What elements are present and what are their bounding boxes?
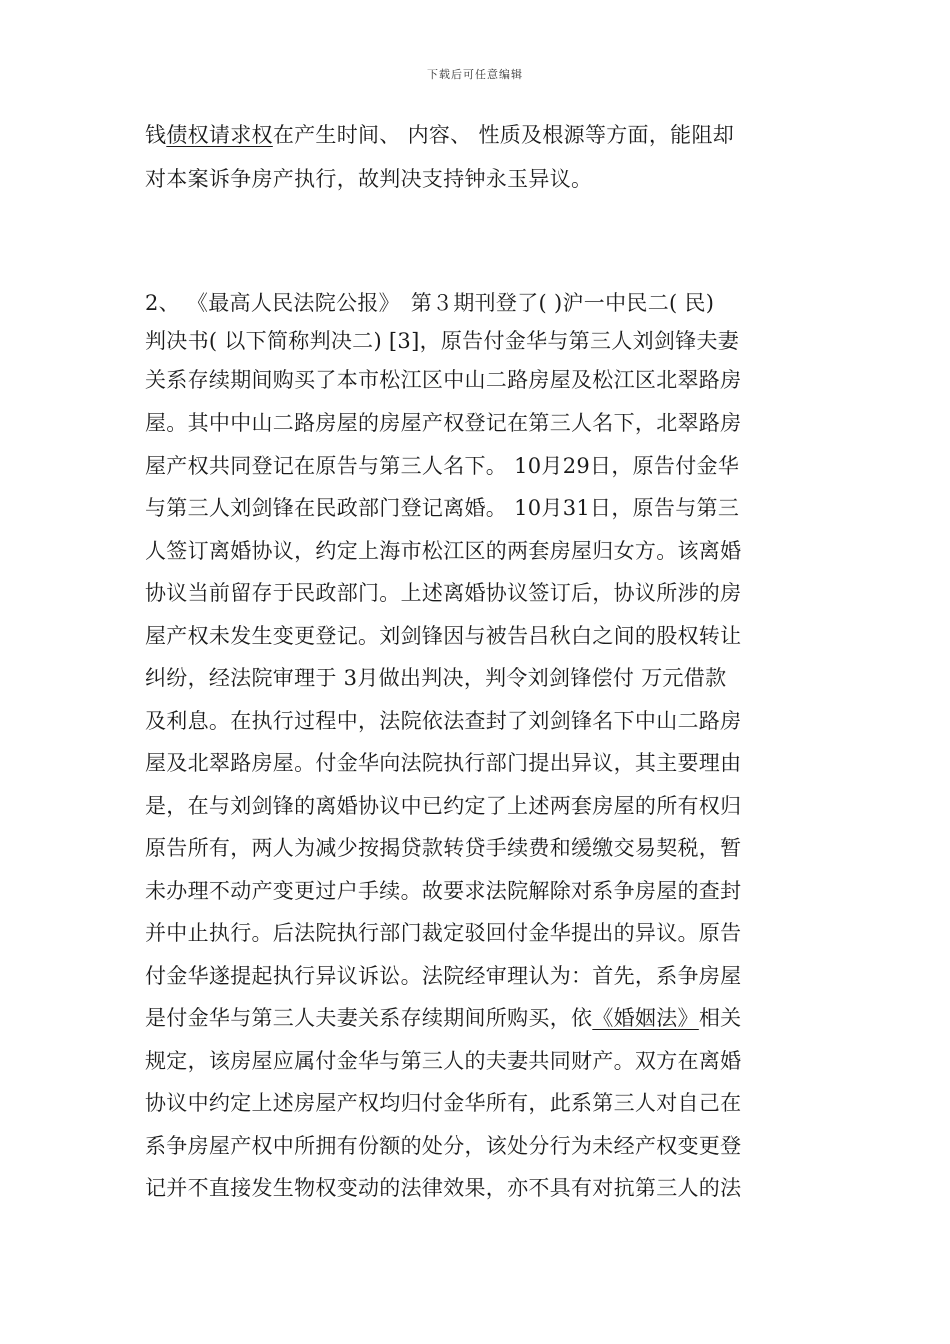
paragraph-line: 记并不直接发生物权变动的法律效果，亦不具有对抗第三人的法 xyxy=(145,1176,742,1200)
paragraph-line: 屋产权共同登记在原告与第三人名下。 10月29日，原告付金华 xyxy=(145,454,740,478)
paragraph-line: 屋。其中中山二路房屋的房屋产权登记在第三人名下，北翠路房 xyxy=(145,411,742,435)
paragraph-line: 与第三人刘剑锋在民政部门登记离婚。 10月31日，原告与第三 xyxy=(145,496,740,520)
paragraph-line: 纠纷，经法院审理于 3月做出判决，判令刘剑锋偿付 万元借款 xyxy=(145,666,727,690)
paragraph-line: 2、 《最高人民法院公报》 第３期刊登了( )沪一中民二( 民) xyxy=(145,291,715,315)
paragraph-line: 规定，该房屋应属付金华与第三人的夫妻共同财产。双方在离婚 xyxy=(145,1049,742,1073)
paragraph-line: 关系存续期间购买了本市松江区中山二路房屋及松江区北翠路房 xyxy=(145,368,742,392)
paragraph-line: 对本案诉争房产执行，故判决支持钟永玉异议。 xyxy=(145,167,593,191)
paragraph-line: 人签订离婚协议，约定上海市松江区的两套房屋归女方。该离婚 xyxy=(145,539,742,563)
line-text: 钱 xyxy=(145,123,167,147)
legal-term-link[interactable]: 债权请求权 xyxy=(166,123,273,147)
paragraph-line: 并中止执行。后法院执行部门裁定驳回付金华提出的异议。原告 xyxy=(145,921,742,945)
paragraph-line: 判决书( 以下简称判决二) [3]，原告付金华与第三人刘剑锋夫妻 xyxy=(145,329,740,353)
paragraph-line: 屋及北翠路房屋。付金华向法院执行部门提出异议，其主要理由 xyxy=(145,751,742,775)
line-text: 是付金华与第三人夫妻关系存续期间所购买，依 xyxy=(145,1006,593,1030)
paragraph-line: 未办理不动产变更过户手续。故要求法院解除对系争房屋的查封 xyxy=(145,879,742,903)
paragraph-line: 是，在与刘剑锋的离婚协议中已约定了上述两套房屋的所有权归 xyxy=(145,794,742,818)
paragraph-line: 原告所有，两人为减少按揭贷款转贷手续费和缓缴交易契税，暂 xyxy=(145,836,742,860)
paragraph-line: 系争房屋产权中所拥有份额的处分，该处分行为未经产权变更登 xyxy=(145,1134,742,1158)
paragraph-line: 付金华遂提起执行异议诉讼。法院经审理认为：首先，系争房屋 xyxy=(145,964,742,988)
line-text: 在产生时间、 内容、 性质及根源等方面，能阻却 xyxy=(272,123,735,147)
law-reference-link[interactable]: 《婚姻法》 xyxy=(592,1006,699,1030)
paragraph-line: 协议中约定上述房屋产权均归付金华所有，此系第三人对自己在 xyxy=(145,1091,742,1115)
paragraph-line: 及利息。在执行过程中，法院依法查封了刘剑锋名下中山二路房 xyxy=(145,709,742,733)
paragraph-line xyxy=(145,1004,815,1032)
paragraph-line xyxy=(145,121,815,149)
paragraph-line: 屋产权未发生变更登记。刘剑锋因与被告吕秋白之间的股权转让 xyxy=(145,624,742,648)
page-header: 下载后可任意编辑 xyxy=(427,68,523,81)
paragraph-line: 协议当前留存于民政部门。上述离婚协议签订后，协议所涉的房 xyxy=(145,581,742,605)
line-text: 相关 xyxy=(698,1006,742,1030)
